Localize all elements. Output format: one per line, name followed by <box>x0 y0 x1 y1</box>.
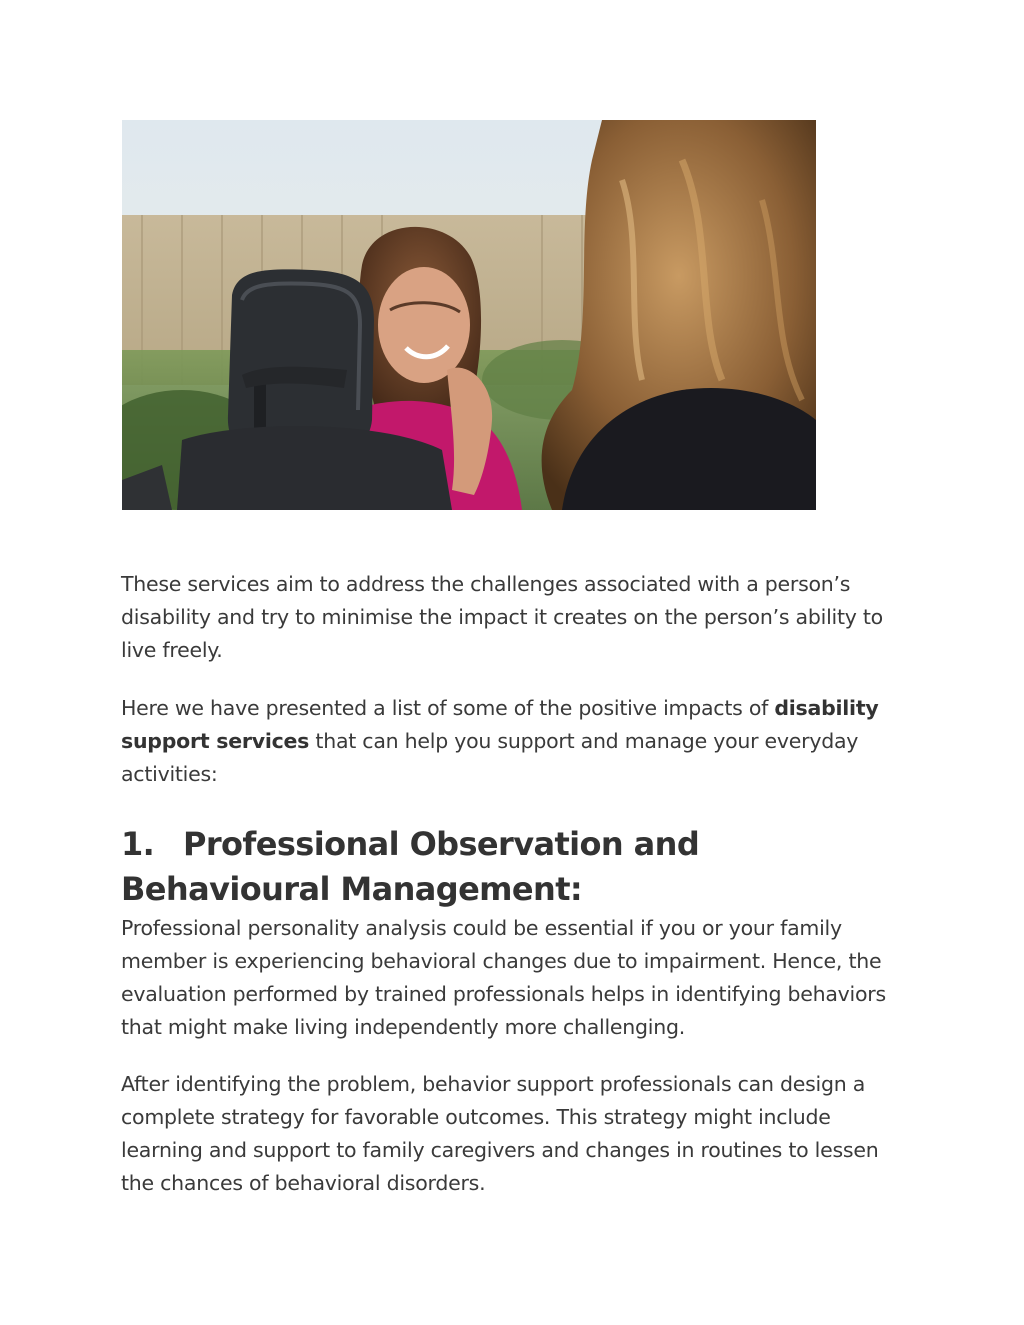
section-1-heading <box>121 822 911 912</box>
section-1-title: Professional Observation and Behavioural Management: <box>121 825 700 908</box>
section-1-paragraph-1: Professional personality analysis could be essential if you or your family member is experiencing behavioral changes due to impairment. Hence, the evaluation performed by trained professionals helps in identifying behaviors that might make living independently more challenging. <box>121 916 886 1039</box>
photo-disability-support <box>122 120 816 510</box>
photo-illustration <box>122 120 816 510</box>
list-intro-text-before: Here we have presented a list of some of the positive impacts of <box>121 696 775 720</box>
list-intro-paragraph <box>121 692 911 791</box>
list-intro-text-after: that can help you support and manage your everyday activities: <box>121 729 859 786</box>
section-1-number: 1. <box>121 825 155 863</box>
disability-support-services-emphasis: disability support services <box>121 696 879 753</box>
intro-paragraph: These services aim to address the challenges associated with a person’s disability and try to minimise the impact it creates on the person’s ability to live freely. <box>121 572 883 662</box>
section-1-paragraph-2: After identifying the problem, behavior support professionals can design a complete strategy for favorable outcomes. This strategy might include learning and support to family caregivers and changes in routines to lessen the chances of behavioral disorders. <box>121 1072 879 1195</box>
